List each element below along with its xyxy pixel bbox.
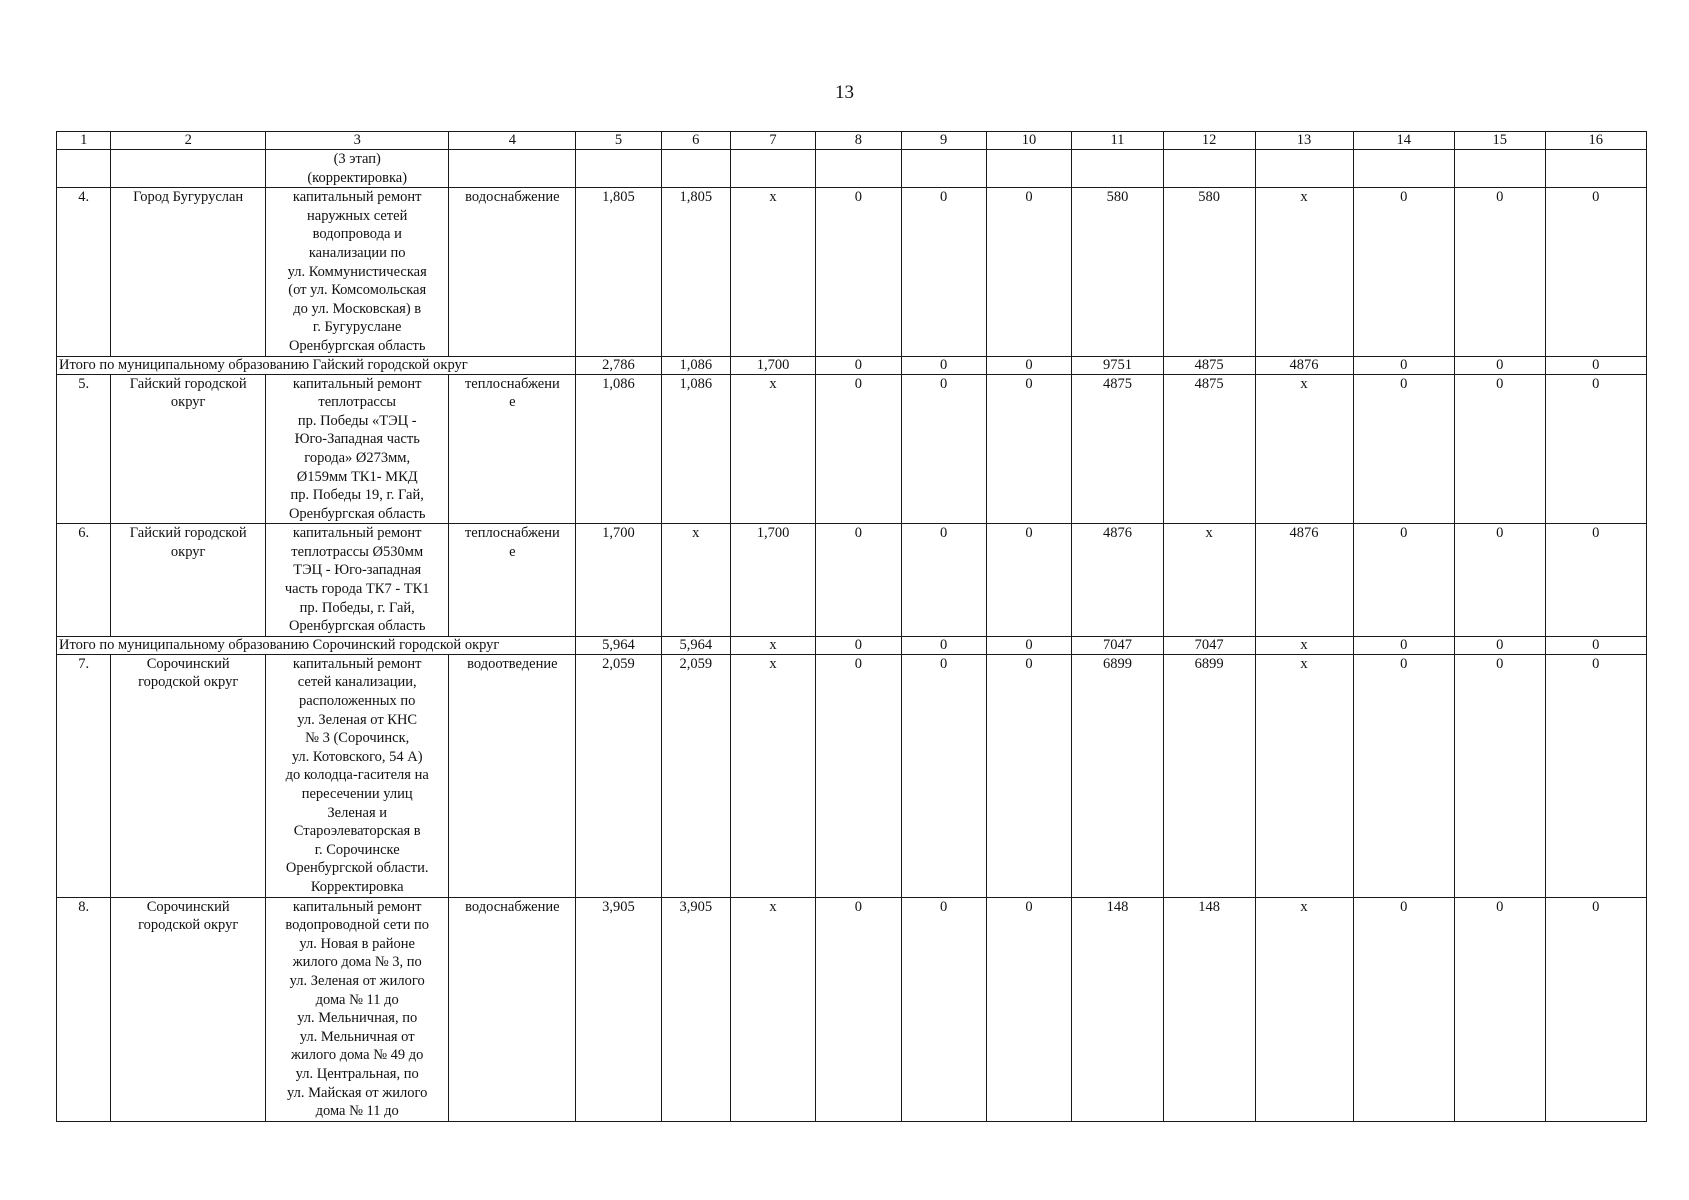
municipality-cell: Сорочинский городской округ [111, 897, 266, 1121]
value-cell: 0 [1545, 374, 1646, 524]
table-cell [730, 150, 815, 188]
total-label: Итого по муниципальному образованию Гайский городской округ [57, 356, 576, 374]
value-cell: 0 [1353, 374, 1454, 524]
total-label: Итого по муниципальному образованию Сорочинский городской округ [57, 636, 576, 654]
row-number: 8. [57, 897, 111, 1121]
table-row [57, 524, 1647, 637]
value-cell: 0 [1353, 356, 1454, 374]
value-cell: 0 [901, 188, 986, 356]
value-cell: 0 [1454, 356, 1545, 374]
column-number-cell: 7 [730, 132, 815, 150]
value-cell: 0 [901, 524, 986, 637]
value-cell: 6899 [1072, 654, 1164, 897]
value-cell: 5,964 [576, 636, 661, 654]
value-cell: 0 [1353, 636, 1454, 654]
value-cell: 0 [816, 636, 901, 654]
value-cell: 0 [1545, 636, 1646, 654]
municipality-cell: Гайский городской округ [111, 374, 266, 524]
value-cell: 0 [986, 654, 1071, 897]
value-cell: 0 [816, 356, 901, 374]
column-number-cell: 8 [816, 132, 901, 150]
column-number-row [57, 132, 1647, 150]
value-cell: 0 [1454, 524, 1545, 637]
row-number: 7. [57, 654, 111, 897]
table-cell [111, 150, 266, 188]
value-cell: 148 [1072, 897, 1164, 1121]
total-row [57, 356, 1647, 374]
row-number: 5. [57, 374, 111, 524]
table-body [57, 132, 1647, 1122]
column-number-cell: 14 [1353, 132, 1454, 150]
value-cell: 0 [901, 356, 986, 374]
value-cell: 0 [1545, 897, 1646, 1121]
value-cell: х [730, 636, 815, 654]
object-cell: капитальный ремонт теплотрассы Ø530мм ТЭЦ - Юго-западная часть города ТК7 - ТК1 пр. Победы, г. Гай, Оренбургская область [266, 524, 449, 637]
value-cell: 4876 [1255, 524, 1353, 637]
value-cell: х [730, 897, 815, 1121]
value-cell: 1,700 [576, 524, 661, 637]
row-number: 4. [57, 188, 111, 356]
value-cell: 4876 [1072, 524, 1164, 637]
row-number: 6. [57, 524, 111, 637]
table-cell [661, 150, 730, 188]
value-cell: 0 [1545, 654, 1646, 897]
object-cell: капитальный ремонт теплотрассы пр. Победы «ТЭЦ - Юго-Западная часть города» Ø273мм, Ø159мм ТК1- МКД пр. Победы 19, г. Гай, Оренбургская область [266, 374, 449, 524]
value-cell: х [730, 374, 815, 524]
value-cell: 5,964 [661, 636, 730, 654]
value-cell: 0 [901, 374, 986, 524]
column-number-cell: 2 [111, 132, 266, 150]
value-cell: 580 [1163, 188, 1255, 356]
value-cell: 1,086 [661, 356, 730, 374]
value-cell: 0 [816, 188, 901, 356]
page-number: 13 [835, 82, 854, 103]
value-cell: 0 [1353, 188, 1454, 356]
column-number-cell: 15 [1454, 132, 1545, 150]
table-cell [1353, 150, 1454, 188]
value-cell: х [1255, 636, 1353, 654]
value-cell: 0 [1353, 897, 1454, 1121]
table-cell [1163, 150, 1255, 188]
direction-cell: водоснабжение [449, 897, 576, 1121]
value-cell: х [730, 654, 815, 897]
value-cell: 0 [901, 636, 986, 654]
table-cell [449, 150, 576, 188]
column-number-cell: 13 [1255, 132, 1353, 150]
value-cell: 7047 [1072, 636, 1164, 654]
value-cell: 1,086 [576, 374, 661, 524]
column-number-cell: 12 [1163, 132, 1255, 150]
table-cell [986, 150, 1071, 188]
value-cell: 1,805 [661, 188, 730, 356]
value-cell: х [1255, 654, 1353, 897]
value-cell: 0 [986, 524, 1071, 637]
table-cell [576, 150, 661, 188]
total-row [57, 636, 1647, 654]
value-cell: х [1255, 374, 1353, 524]
value-cell: 0 [901, 897, 986, 1121]
table-cell [901, 150, 986, 188]
value-cell: 0 [986, 636, 1071, 654]
column-number-cell: 4 [449, 132, 576, 150]
value-cell: 0 [1454, 374, 1545, 524]
value-cell: х [661, 524, 730, 637]
table-row [57, 374, 1647, 524]
value-cell: 0 [901, 654, 986, 897]
table-cell [1255, 150, 1353, 188]
value-cell: 7047 [1163, 636, 1255, 654]
value-cell: 0 [816, 374, 901, 524]
value-cell: х [1255, 897, 1353, 1121]
value-cell: 580 [1072, 188, 1164, 356]
value-cell: 6899 [1163, 654, 1255, 897]
value-cell: 2,059 [576, 654, 661, 897]
value-cell: 0 [1545, 188, 1646, 356]
value-cell: 0 [1545, 524, 1646, 637]
value-cell: 3,905 [576, 897, 661, 1121]
municipality-cell: Город Бугуруслан [111, 188, 266, 356]
value-cell: 0 [1353, 524, 1454, 637]
value-cell: 148 [1163, 897, 1255, 1121]
object-cell: капитальный ремонт наружных сетей водопровода и канализации по ул. Коммунистическая (от ул. Комсомольская до ул. Московская) в г. Бугуруслане Оренбургская область [266, 188, 449, 356]
value-cell: 1,700 [730, 356, 815, 374]
value-cell: 4875 [1072, 374, 1164, 524]
value-cell: 0 [816, 524, 901, 637]
column-number-cell: 9 [901, 132, 986, 150]
table-row [57, 188, 1647, 356]
value-cell: 1,805 [576, 188, 661, 356]
value-cell: 4875 [1163, 374, 1255, 524]
value-cell: 2,059 [661, 654, 730, 897]
value-cell: 0 [986, 897, 1071, 1121]
column-number-cell: 6 [661, 132, 730, 150]
value-cell: 0 [986, 356, 1071, 374]
table-cell [816, 150, 901, 188]
municipality-cell: Сорочинский городской округ [111, 654, 266, 897]
value-cell: 0 [1454, 654, 1545, 897]
value-cell: х [1163, 524, 1255, 637]
object-cell: капитальный ремонт водопроводной сети по ул. Новая в районе жилого дома № 3, по ул. Зеленая от жилого дома № 11 до ул. Мельничная, по ул. Мельничная от жилого дома № 49 до ул. Центральная, по ул. Майская от жилого дома № 11 до [266, 897, 449, 1121]
direction-cell: теплоснабжени е [449, 524, 576, 637]
table-cell [1545, 150, 1646, 188]
column-number-cell: 3 [266, 132, 449, 150]
value-cell: 1,086 [661, 374, 730, 524]
column-number-cell: 10 [986, 132, 1071, 150]
value-cell: 0 [1353, 654, 1454, 897]
value-cell: 2,786 [576, 356, 661, 374]
direction-cell: водоснабжение [449, 188, 576, 356]
value-cell: 0 [816, 654, 901, 897]
value-cell: х [1255, 188, 1353, 356]
value-cell: 0 [986, 374, 1071, 524]
value-cell: 0 [986, 188, 1071, 356]
value-cell: 0 [1545, 356, 1646, 374]
value-cell: 0 [1454, 188, 1545, 356]
value-cell: 0 [1454, 636, 1545, 654]
value-cell: 4876 [1255, 356, 1353, 374]
program-table [56, 131, 1647, 1122]
value-cell: 4875 [1163, 356, 1255, 374]
value-cell: 0 [816, 897, 901, 1121]
direction-cell: теплоснабжени е [449, 374, 576, 524]
table-row [57, 654, 1647, 897]
value-cell: 3,905 [661, 897, 730, 1121]
value-cell: х [730, 188, 815, 356]
value-cell: 1,700 [730, 524, 815, 637]
column-number-cell: 5 [576, 132, 661, 150]
table-row [57, 897, 1647, 1121]
object-cell: капитальный ремонт сетей канализации, расположенных по ул. Зеленая от КНС № 3 (Сорочинск, ул. Котовского, 54 А) до колодца-гасителя на пересечении улиц Зеленая и Староэлеваторская в г. Сорочинске Оренбургской области. Корректировка [266, 654, 449, 897]
municipality-cell: Гайский городской округ [111, 524, 266, 637]
table-cell [57, 150, 111, 188]
column-number-cell: 16 [1545, 132, 1646, 150]
direction-cell: водоотведение [449, 654, 576, 897]
table-cell [1072, 150, 1164, 188]
table-cell [1454, 150, 1545, 188]
table-cell: (3 этап) (корректировка) [266, 150, 449, 188]
column-number-cell: 1 [57, 132, 111, 150]
column-number-cell: 11 [1072, 132, 1164, 150]
value-cell: 0 [1454, 897, 1545, 1121]
continuation-row [57, 150, 1647, 188]
value-cell: 9751 [1072, 356, 1164, 374]
